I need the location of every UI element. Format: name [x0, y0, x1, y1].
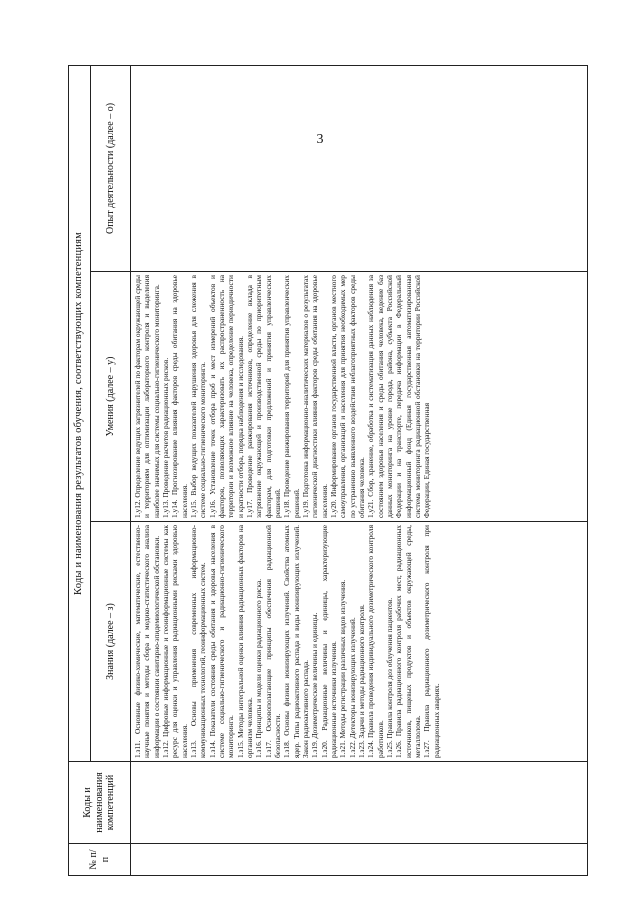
knowledge-item: 1.з21. Методы регистрации различных видов излучения. [338, 579, 348, 758]
skill-item: 1.у21. Сбор, хранение, обработка и систематизация данных наблюдения за состоянием здоровья населения и среды обитания человека, ведение баз данных мониторинга на уровне города, района, субъекта Российской Федерации и на транспорте, передача информации в Федеральный информационный фонд (Единая государственная автоматизированная система мониторинга радиационной обстановки на территории Российской Федерации, Единая государственная [366, 275, 432, 518]
cell-knowledge [131, 522, 588, 762]
col-header-knowledge: Знания (далее – з) [91, 522, 131, 762]
skill-item: 1.у20. Информирование органов государственной власти, органов местного самоуправления, организаций и населения для принятия необходимых мер по устранению выявленного воздействия неблагоприятных факторов среды обитания человека. [328, 275, 366, 518]
skill-item: 1.у18. Проведение ранжирования территорий для принятия управленческих решений. [282, 275, 301, 518]
col-header-skills: Умения (далее – у) [91, 272, 131, 522]
knowledge-item: 1.з15. Методы интегральной оценки влияния радиационных факторов на организм человека. [235, 525, 254, 758]
knowledge-item: 1.з24. Правила проведения индивидуального дозиметрического контроля работников. [366, 525, 385, 758]
col-header-codes: Коды и наименования компетенций [69, 762, 131, 844]
knowledge-item: 1.з23. Задачи и методы радиационного контроля. [356, 604, 366, 758]
cell-experience [131, 65, 588, 271]
skill-item: 1.у14. Прогнозирование влияния факторов среды обитания на здоровье населения. [170, 275, 189, 518]
knowledge-item: 1.з14. Показатели состояния среды обитания и здоровья населения в системе социально-гигиенического и радиационно-гигиенического мониторинга. [207, 525, 236, 758]
knowledge-item: 1.з17. Основополагающие принципы обеспечения радиационной безопасности. [263, 525, 282, 758]
knowledge-item: 1.з27. Правила радиационного дозиметрического контроля при радиационных авариях. [422, 525, 441, 758]
cell-number [131, 844, 588, 876]
col-header-number: № п/п [69, 844, 131, 876]
col-header-experience: Опыт деятельности (далее – о) [91, 65, 131, 271]
knowledge-item: 1.з22. Детекторы ионизирующих излучений. [347, 617, 357, 758]
skill-item: 1.у13. Проведение расчетов радиационных рисков. [160, 357, 170, 518]
cell-skills [131, 272, 588, 522]
skill-item: 1.у17. Проведение ранжирования источников, определение вклада в загрязнение окружающей и производственной среды по приоритетным факторам, для подготовки предложений и принятия управленческих решений. [244, 275, 282, 518]
skill-item: 1.у19. Подготовка информационно-аналитических материалов о результатах гигиенической диагностики влияния факторов среды обитания на здоровье населения. [300, 275, 329, 518]
knowledge-item: 1.з18. Основы физики ионизирующих излучений. Свойства атомных ядер. Типы радиоактивного распада и виды ионизирующих излучений. Закон радиоактивного распада. [282, 525, 310, 758]
knowledge-item: 1.з11. Основные физико-химические, математические, естественно-научные понятия и методы сбора и медико-статистического анализа информации о состоянии санитарно-эпидемиологической обстановки. [133, 525, 161, 758]
knowledge-item: 1.з25. Правила контроля доз облучения пациентов. [384, 597, 394, 758]
skill-item: 1.у12. Определение ведущих загрязнителей по факторам окружающей среды и территориям для оптимизации лабораторного контроля и выделения наиболее значимых для системы социально-гигиенического мониторинга. [133, 275, 161, 518]
knowledge-item: 1.з13. Основы применения современных информационно-коммуникационных технологий, геоинформационных систем. [188, 525, 208, 758]
knowledge-item: 1.з19. Дозиметрические величины и единицы. [310, 612, 320, 758]
group-header-results: Коды и наименования результатов обучения, соответствующих компетенциям [69, 65, 91, 761]
rotated-table-container [68, 66, 588, 876]
competency-table [68, 65, 588, 876]
cell-codes [131, 762, 588, 844]
skill-item: 1.у15. Выбор ведущих показателей нарушения здоровья для слежения в системе социально-гигиенического мониторинга. [188, 275, 208, 518]
knowledge-item: 1.з20. Радиационные величины и единицы, характеризующие радиационные источники излучения. [319, 525, 338, 758]
page-number: 3 [316, 132, 324, 147]
knowledge-item: 1.з12. Цифровые информационные и геоинформационные системы как ресурс для оценки и управления радиационными рисками здоровью населения. [160, 525, 189, 758]
knowledge-item: 1.з16. Принципы и модели оценки радиационного риска. [254, 578, 264, 758]
knowledge-item: 1.з26. Правила радиационного контроля рабочих мест, радиационных источников, пищевых продуктов и объектов окружающей среды, металлолома. [394, 525, 422, 758]
skill-item: 1.у16. Установление точек отбора проб и мест измерений объектов и факторов, позволяющих характеризовать их распространенность на территории и возможное влияние на человека, определение периодичности и кратности отбора, порядка наблюдения и исследования. [207, 275, 245, 518]
